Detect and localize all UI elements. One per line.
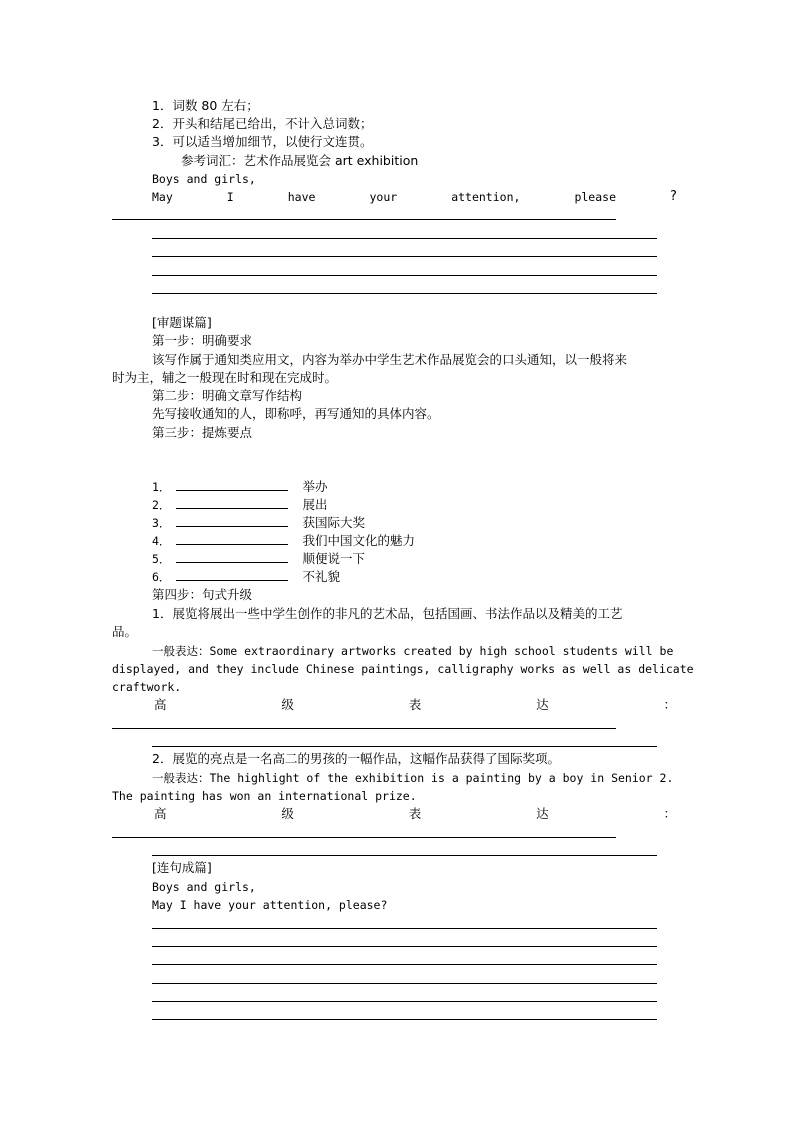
writing-line[interactable]: [112, 219, 616, 220]
requirement-2: 2．开头和结尾已给出，不计入总词数；: [152, 116, 373, 131]
step1-text: 该写作属于通知类应用文，内容为举办中学生艺术作品展览会的口头通知，以一般将来: [152, 352, 628, 367]
composition-opening: May I have your attention, please?: [152, 898, 388, 912]
q1-general-cont: craftwork.: [112, 680, 182, 694]
analysis-heading: [审题谋篇]: [152, 315, 212, 330]
step1-title: 第一步：明确要求: [152, 333, 253, 348]
answer-blank[interactable]: [176, 568, 288, 581]
writing-line[interactable]: [152, 746, 657, 747]
step2-title: 第二步：明确文章写作结构: [152, 388, 303, 403]
step1-text-cont: 时为主，辅之一般现在时和现在完成时。: [112, 370, 338, 385]
word: your: [369, 190, 398, 204]
q1-chinese-cont: 品。: [112, 624, 138, 639]
writing-line[interactable]: [152, 1001, 657, 1002]
requirement-1: 1．词数 80 左右；: [152, 98, 259, 113]
step4-title: 第四步：句式升级: [152, 587, 253, 602]
writing-line[interactable]: [152, 928, 657, 929]
writing-line[interactable]: [152, 1019, 657, 1020]
step2-text: 先写接收通知的人，即称呼，再写通知的具体内容。: [152, 406, 440, 421]
q1-general-expression: 一般表达：Some extraordinary artworks created by high school students will be: [152, 644, 674, 658]
key-point: 5． 顺便说一下: [152, 551, 365, 566]
answer-blank[interactable]: [176, 550, 288, 563]
composition-greeting: Boys and girls,: [152, 880, 256, 894]
word: please: [574, 190, 616, 204]
q1-general-cont: displayed, and they include Chinese paintings, calligraphy works as well as delicate: [112, 662, 694, 676]
advanced-expression-label: 高 级 表 达 ：: [154, 697, 676, 712]
draft-opening-line: [152, 188, 677, 206]
answer-blank[interactable]: [176, 532, 288, 545]
draft-greeting: Boys and girls,: [152, 172, 256, 186]
reference-words: 参考词汇：艺术作品展览会 art exhibition: [181, 153, 419, 168]
word: May: [152, 190, 173, 204]
writing-line[interactable]: [152, 964, 657, 965]
writing-line[interactable]: [152, 256, 657, 257]
q1-chinese: 1．展览将展出一些中学生创作的非凡的艺术品，包括国画、书法作品以及精美的工艺: [152, 606, 623, 621]
requirement-3: 3．可以适当增加细节，以使行文连贯。: [152, 134, 373, 149]
key-point: 3． 获国际大奖: [152, 515, 365, 530]
writing-line[interactable]: [152, 293, 657, 294]
word: ?: [670, 189, 677, 204]
word: attention,: [451, 190, 521, 204]
step3-title: 第三步：提炼要点: [152, 425, 253, 440]
advanced-expression-label: 高 级 表 达 ：: [154, 806, 676, 821]
writing-line[interactable]: [152, 238, 657, 239]
writing-line[interactable]: [152, 855, 657, 856]
composition-heading: [连句成篇]: [152, 860, 212, 875]
key-point: 1． 举办: [152, 479, 328, 494]
answer-blank[interactable]: [176, 514, 288, 527]
key-point: 4． 我们中国文化的魅力: [152, 533, 415, 548]
writing-line[interactable]: [152, 275, 657, 276]
q2-general-cont: The painting has won an international prize.: [112, 789, 417, 803]
writing-line[interactable]: [152, 946, 657, 947]
writing-line[interactable]: [112, 728, 616, 729]
q2-general-expression: 一般表达：The highlight of the exhibition is a painting by a boy in Senior 2.: [152, 771, 674, 785]
key-point: 6． 不礼貌: [152, 569, 340, 584]
answer-blank[interactable]: [176, 496, 288, 509]
word: have: [287, 190, 316, 204]
answer-blank[interactable]: [176, 478, 288, 491]
word: I: [226, 190, 234, 204]
key-point: 2． 展出: [152, 497, 328, 512]
writing-line[interactable]: [112, 837, 616, 838]
writing-line[interactable]: [152, 983, 657, 984]
q2-chinese: 2．展览的亮点是一名高二的男孩的一幅作品，这幅作品获得了国际奖项。: [152, 751, 560, 766]
